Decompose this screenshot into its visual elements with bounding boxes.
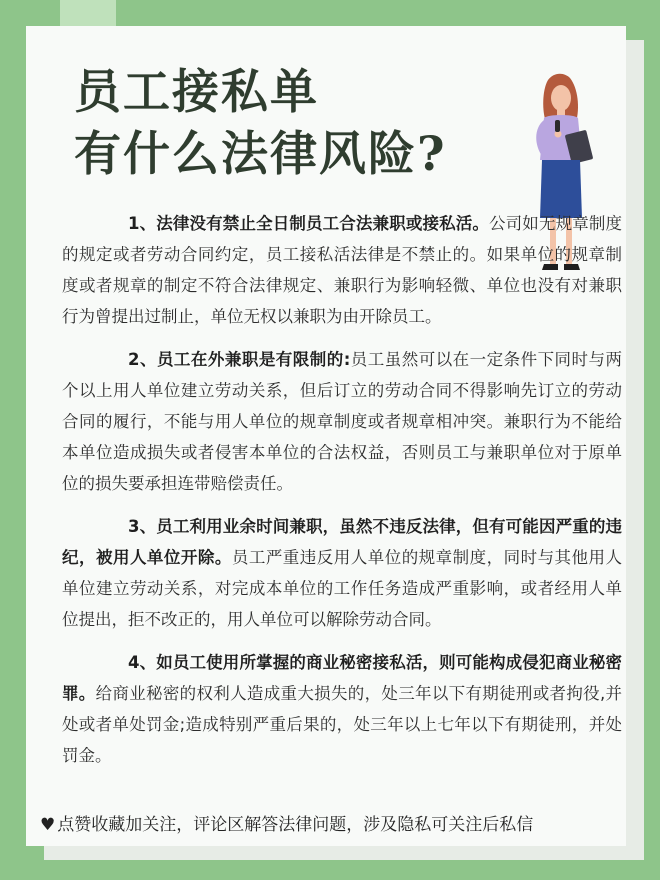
footer-cta xyxy=(40,810,620,835)
paragraph-2 xyxy=(62,344,622,499)
paragraph-3-body: 员工严重违反用人单位的规章制度，同时与其他用人单位建立劳动关系，对完成本单位的工作任务造成严重影响，或者经用人单位提出，拒不改正的，用人单位可以解除劳动合同。 xyxy=(62,548,622,629)
paragraph-2-body: 员工虽然可以在一定条件下同时与两个以上用人单位建立劳动关系，但后订立的劳动合同不得影响先订立的劳动合同的履行，不能与用人单位的规章制度或者规章相冲突。兼职行为不能给本单位造成损失或者侵害本单位的合法权益，否则员工与兼职单位对于原单位的损失要承担连带赔偿责任。 xyxy=(62,350,623,493)
article-body xyxy=(62,208,622,783)
paragraph-3 xyxy=(62,511,622,635)
page-title xyxy=(74,62,447,186)
paragraph-3-lead: 3、员工利用业余时间兼职，虽然不违反法律，但有可能因严重的违纪，被用人单位开除。 xyxy=(62,517,622,567)
paragraph-4-body: 给商业秘密的权利人造成重大损失的，处三年以下有期徒刑或者拘役,并处或者单处罚金;造成特别严重后果的，处三年以上七年以下有期徒刑，并处罚金。 xyxy=(62,684,622,765)
title-line-1: 员工接私单 xyxy=(74,65,319,120)
footer-text: 点赞收藏加关注，评论区解答法律问题，涉及隐私可关注后私信 xyxy=(57,815,534,835)
paragraph-1 xyxy=(62,208,622,332)
content-card xyxy=(26,26,626,846)
heart-icon: ♥ xyxy=(40,815,56,835)
paragraph-1-lead: 1、法律没有禁止全日制员工合法兼职或接私活。 xyxy=(128,214,490,233)
paragraph-4-lead: 4、如员工使用所掌握的商业秘密接私活，则可能构成侵犯商业秘密罪。 xyxy=(62,653,622,703)
title-line-2: 有什么法律风险? xyxy=(74,127,447,182)
paragraph-2-lead: 2、员工在外兼职是有限制的: xyxy=(128,350,351,369)
paragraph-4 xyxy=(62,647,622,771)
paragraph-1-body: 公司如无规章制度的规定或者劳动合同约定，员工接私活法律是不禁止的。如果单位的规章制度或者规章的制定不符合法律规定、兼职行为影响轻微、单位也没有对兼职行为曾提出过制止，单位无权以兼职为由开除员工。 xyxy=(62,214,623,326)
